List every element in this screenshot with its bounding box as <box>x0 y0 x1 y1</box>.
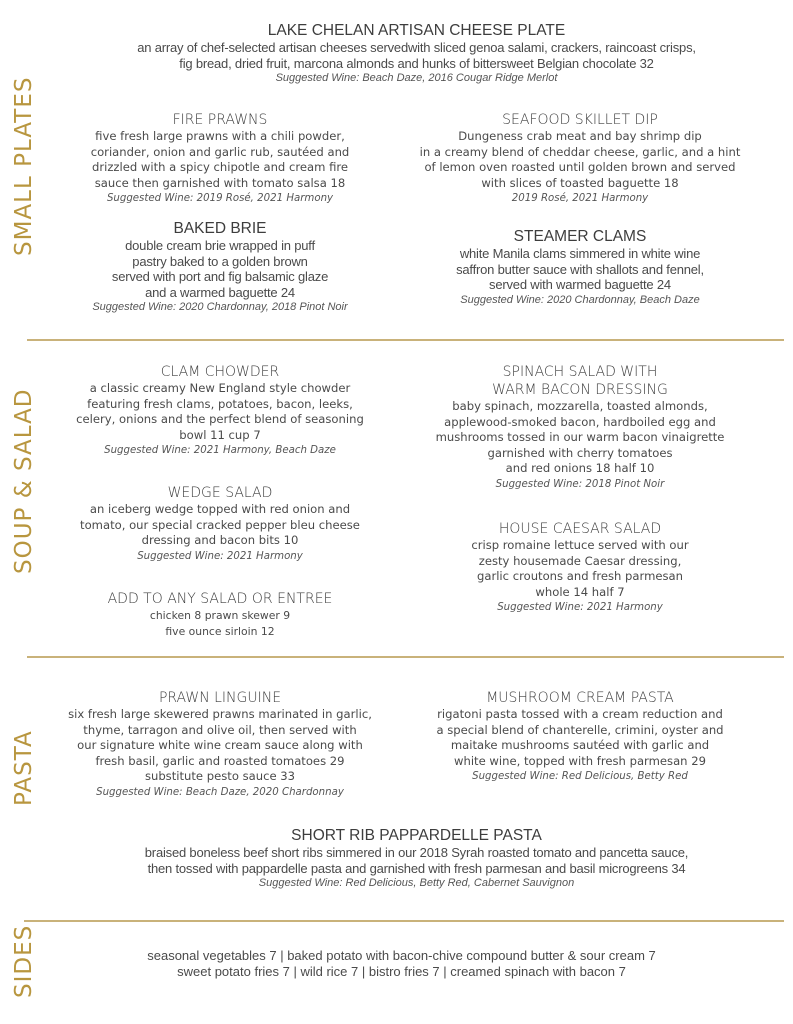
item-title: ADD TO ANY SALAD OR ENTREE <box>107 591 333 607</box>
menu-item-clam-chowder <box>55 363 385 459</box>
item-wine: Suggested Wine: Beach Daze, 2020 Chardonnay <box>96 786 344 798</box>
menu-item-wedge-salad <box>55 484 385 564</box>
menu-item-add-on <box>55 590 385 639</box>
item-desc: and a warmed baguette 24 <box>145 284 295 300</box>
item-desc: coriander, onion and garlic rub, sautéed and <box>90 144 350 159</box>
item-desc: whole 14 half 7 <box>535 584 625 599</box>
item-desc: thyme, tarragon and olive oil, then served with <box>83 722 357 737</box>
item-title: HOUSE CAESAR SALAD <box>498 521 662 537</box>
divider-small-plates <box>27 339 784 341</box>
item-desc: braised boneless beef short ribs simmered in our 2018 Syrah roasted tomato and pancetta sauce, <box>144 845 689 860</box>
item-desc: applewood-smoked bacon, hardboiled egg and <box>444 414 716 429</box>
item-wine: Suggested Wine: Beach Daze, 2016 Cougar Ridge Merlot <box>275 72 558 85</box>
item-title: LAKE CHELAN ARTISAN CHEESE PLATE <box>267 22 566 39</box>
item-desc: fig bread, dried fruit, marcona almonds and hunks of bittersweet Belgian chocolate 32 <box>179 55 654 71</box>
item-desc: mushrooms tossed in our warm bacon vinaigrette <box>435 430 725 445</box>
item-desc: tomato, our special cracked pepper bleu cheese <box>80 517 360 532</box>
item-title: SHORT RIB PAPPARDELLE PASTA <box>291 827 542 844</box>
item-desc: white Manila clams simmered in white wine <box>459 246 701 261</box>
item-desc: baby spinach, mozzarella, toasted almonds, <box>452 399 708 413</box>
section-label-soup-salad: SOUP & SALAD <box>11 388 37 574</box>
item-desc: sauce then garnished with tomato salsa 18 <box>94 175 346 190</box>
item-desc: served with port and fig balsamic glaze <box>111 269 329 285</box>
menu-item-baked-brie <box>55 220 385 316</box>
item-wine: Suggested Wine: 2021 Harmony <box>497 602 663 614</box>
item-wine: Suggested Wine: 2020 Chardonnay, Beach Daze <box>460 293 700 306</box>
item-desc: an iceberg wedge topped with red onion and <box>89 502 351 516</box>
item-desc: five fresh large prawns with a chili powder, <box>95 129 345 143</box>
menu-item-house-caesar-salad <box>410 520 750 616</box>
item-wine: Suggested Wine: 2020 Chardonnay, 2018 Pinot Noir <box>92 301 348 314</box>
menu-item-short-rib-pappardelle <box>40 827 793 892</box>
item-title: FIRE PRAWNS <box>172 112 268 128</box>
menu-item-prawn-linguine <box>45 689 395 801</box>
item-desc: bowl 11 cup 7 <box>179 427 261 442</box>
item-desc: a classic creamy New England style chowder <box>89 381 351 395</box>
item-title: MUSHROOM CREAM PASTA <box>486 690 674 706</box>
menu-item-seafood-skillet-dip <box>410 111 750 207</box>
item-desc: saffron butter sauce with shallots and fennel, <box>456 261 704 277</box>
item-desc: five ounce sirloin 12 <box>165 624 275 638</box>
item-desc: garnished with cherry tomatoes <box>487 445 673 460</box>
sides-line: seasonal vegetables 7 | baked potato with bacon-chive compound butter & sour cream 7 <box>147 948 656 963</box>
item-wine: Suggested Wine: 2019 Rosé, 2021 Harmony <box>106 193 334 205</box>
item-desc: substitute pesto sauce 33 <box>144 769 296 784</box>
section-label-small-plates: SMALL PLATES <box>11 76 37 256</box>
menu-item-mushroom-cream-pasta <box>410 689 750 785</box>
item-desc: Dungeness crab meat and bay shrimp dip <box>458 129 702 143</box>
item-desc: celery, onions and the perfect blend of seasoning <box>76 412 364 427</box>
item-title: CLAM CHOWDER <box>160 364 280 380</box>
item-wine: Suggested Wine: Red Delicious, Betty Red, Cabernet Sauvignon <box>258 877 575 890</box>
menu-item-spinach-salad <box>410 363 750 493</box>
item-desc: chicken 8 prawn skewer 9 <box>149 609 291 622</box>
menu-item-cheese-plate <box>40 22 793 87</box>
sides-list <box>0 948 793 980</box>
item-title: WEDGE SALAD <box>167 485 273 501</box>
item-desc: fresh basil, garlic and roasted tomatoes 29 <box>95 753 345 768</box>
item-desc: featuring fresh clams, potatoes, bacon, leeks, <box>87 396 353 411</box>
item-title: BAKED BRIE <box>173 220 267 237</box>
item-desc: our signature white wine cream sauce along with <box>77 738 363 753</box>
item-desc: with slices of toasted baguette 18 <box>481 175 679 190</box>
item-wine: Suggested Wine: Red Delicious, Betty Red <box>472 771 688 783</box>
section-label-pasta: PASTA <box>11 730 37 806</box>
item-wine: 2019 Rosé, 2021 Harmony <box>511 193 649 205</box>
item-wine: Suggested Wine: 2021 Harmony, Beach Daze <box>104 445 336 457</box>
item-desc: and red onions 18 half 10 <box>505 461 655 476</box>
item-desc: double cream brie wrapped in puff <box>125 238 315 253</box>
item-title: STEAMER CLAMS <box>513 228 647 245</box>
item-desc: a special blend of chanterelle, crimini, oyster and <box>436 722 724 737</box>
menu-item-fire-prawns <box>55 111 385 207</box>
item-desc: zesty housemade Caesar dressing, <box>478 553 682 568</box>
item-desc: rigatoni pasta tossed with a cream reduction and <box>437 707 723 721</box>
item-title: SEAFOOD SKILLET DIP <box>502 112 658 128</box>
item-desc: maitake mushrooms sautéed with garlic and <box>450 738 710 753</box>
item-desc: then tossed with pappardelle pasta and garnished with fresh parmesan and basil microgreens 34 <box>147 860 686 876</box>
item-title: PRAWN LINGUINE <box>158 690 282 706</box>
section-label-sides: SIDES <box>11 924 37 998</box>
item-wine: Suggested Wine: 2021 Harmony <box>137 550 303 562</box>
item-desc: served with warmed baguette 24 <box>489 277 671 293</box>
item-desc: garlic croutons and fresh parmesan <box>476 569 683 584</box>
item-desc: an array of chef-selected artisan cheeses servedwith sliced genoa salami, crackers, raincoast crisps, <box>137 40 696 55</box>
item-desc: of lemon oven roasted until golden brown and served <box>424 160 736 175</box>
item-title: WARM BACON DRESSING <box>492 382 668 398</box>
item-desc: dressing and bacon bits 10 <box>141 533 299 548</box>
sides-line: sweet potato fries 7 | wild rice 7 | bistro fries 7 | creamed spinach with bacon 7 <box>177 964 626 979</box>
item-desc: crisp romaine lettuce served with our <box>471 538 689 552</box>
divider-pasta <box>24 920 784 922</box>
menu-item-steamer-clams <box>410 228 750 308</box>
item-desc: white wine, topped with fresh parmesan 29 <box>454 753 706 768</box>
item-desc: in a creamy blend of cheddar cheese, garlic, and a hint <box>419 144 741 159</box>
item-desc: six fresh large skewered prawns marinated in garlic, <box>68 707 372 721</box>
item-wine: Suggested Wine: 2018 Pinot Noir <box>495 478 665 490</box>
item-title: SPINACH SALAD WITH <box>502 364 658 380</box>
item-desc: drizzled with a spicy chipotle and cream fire <box>91 160 349 175</box>
item-desc: pastry baked to a golden brown <box>132 253 308 269</box>
divider-soup-salad <box>27 656 784 658</box>
